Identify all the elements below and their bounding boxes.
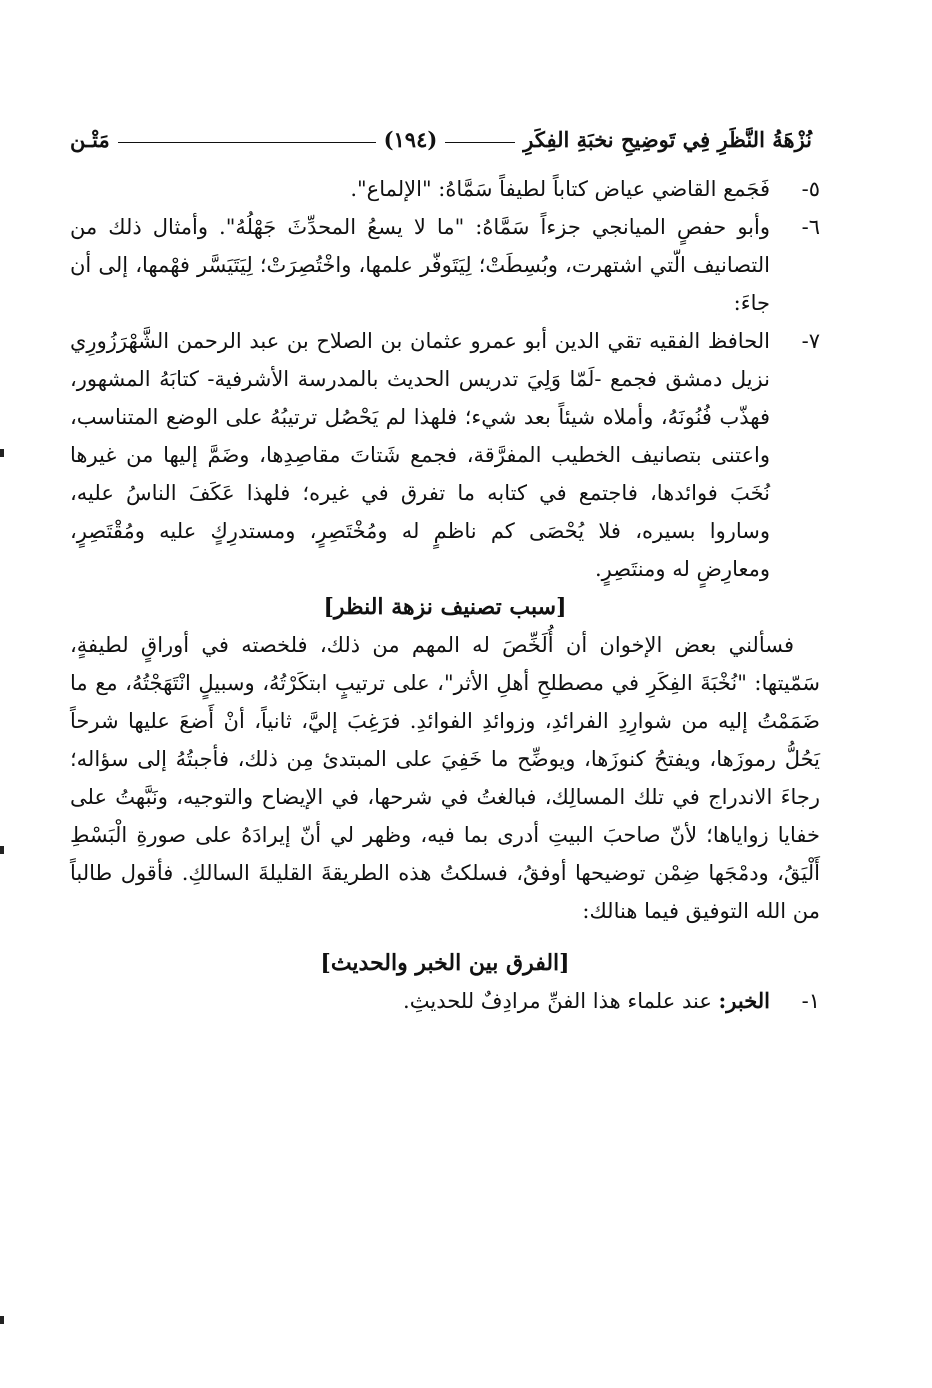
item-text: فَجَمع القاضي عياض كتاباً لطيفاً سَمَّاهُ: "الإلماع". <box>350 177 770 201</box>
section-paragraph: فسألني بعض الإخوان أن أُلَخِّصَ له المهم من ذلك، فلخصته في أوراقٍ لطيفةٍ، سَمّيتها: "نُخْبَةَ الفِكَرِ في مصطلحِ أهلِ الأثر"، على ترتيبٍ ابتكَرْتُهُ، وسبيلٍ انْتَهَجْتُهُ، مع ما ضَمَمْتُ إليه من شوارِدِ الفرائدِ، وزوائدِ الفوائدِ. فرَغِبَ إليَّ، ثانياً، أنْ أَضعَ عليها شرحاً يَحُلُّ رموزَها، ويفتحُ كنوزَها، ويوضِّح ما خَفِيَ على المبتدئ مِن ذلك، فأجبتُهُ إلى سؤاله؛ رجاءَ الاندراج في تلك المسالِك، فبالغتُ في شرحها، في الإيضاح والتوجيه، ونَبَّهتُ على خفايا زواياها؛ لأنّ صاحبَ البيتِ أدرى بما فيه، وظهر لي أنّ إيرادَهُ على صورةِ الْبَسْطِ أَلْيَقُ، ودمْجَها ضِمْن توضيحها أوفقُ، فسلكتُ هذه الطريقةَ القليلةَ السالكِ. فأقول طالباً من الله التوفيق فيما هنالك: <box>70 633 820 923</box>
item-text <box>70 982 770 1020</box>
item-text: وأبو حفصٍ الميانجي جزءاً سَمَّاهُ: "ما لا يسعُ المحدِّثَ جَهْلُهُ". وأمثال ذلك من التصانيف الّتي اشتهرت، وبُسِطَتْ؛ لِيَتَوفّر علمها، واخْتُصِرَتْ؛ لِيَتَيَسَّر فهْمها، إلى أن جاءَ: <box>70 215 770 315</box>
page-body <box>70 170 820 1020</box>
book-title: نُزْهَةُ النَّظَرِ فِي تَوضِيحِ نخبَةِ الفِكَرِ <box>523 127 812 152</box>
item-term: الخبر: <box>718 988 770 1013</box>
item-definition: عند علماء هذا الفنِّ مرادِفٌ للحديثِ. <box>403 989 719 1013</box>
header-rule-right <box>118 142 376 143</box>
item-number: ٥- <box>801 177 820 201</box>
scan-mark <box>0 1316 4 1324</box>
list-item <box>70 982 820 1020</box>
header-label: مَتْـن <box>70 127 110 152</box>
page-number: (١٩٤) <box>383 127 438 152</box>
item-number: ١- <box>801 989 820 1013</box>
scan-mark <box>0 449 4 457</box>
item-number: ٦- <box>801 215 820 239</box>
header-rule-left <box>445 142 515 143</box>
section-heading: [الفرق بين الخبر والحديث] <box>320 950 570 976</box>
list-item <box>70 208 820 322</box>
list-item <box>70 322 820 588</box>
section-heading: [سبب تصنيف نزهة النظر] <box>323 594 567 620</box>
list-item <box>70 170 820 208</box>
item-number: ٧- <box>801 329 820 353</box>
scan-mark <box>0 846 4 854</box>
item-text: الحافظ الفقيه تقي الدين أبو عمرو عثمان بن الصلاح بن عبد الرحمن الشَّهْرَزُورِي نزيل دمشق فجمع -لَمّا وَلِيَ تدريس الحديث بالمدرسة الأشرفية- كتابَهُ المشهور، فهذّب فُنُونَهُ، وأملاه شيئاً بعد شيء؛ فلهذا لم يَحْصُل ترتيبُهُ على الوضع المتناسب، واعتنى بتصانيف الخطيب المفرَّقة، فجمع شَتاتَ مقاصِدِها، وضَمَّ إليها من غيرها نُخَبَ فوائدها، فاجتمع في كتابه ما تفرق في غيره؛ فلهذا عَكَفَ الناسُ عليه، وساروا بسيره، فلا يُحْصَى كم ناظمٍ له ومُخْتَصِرٍ، ومستدرِكٍ عليه ومُقْتَصِرٍ، ومعارِضٍ له ومنتَصِرٍ. <box>70 329 770 581</box>
page-header <box>70 112 812 152</box>
